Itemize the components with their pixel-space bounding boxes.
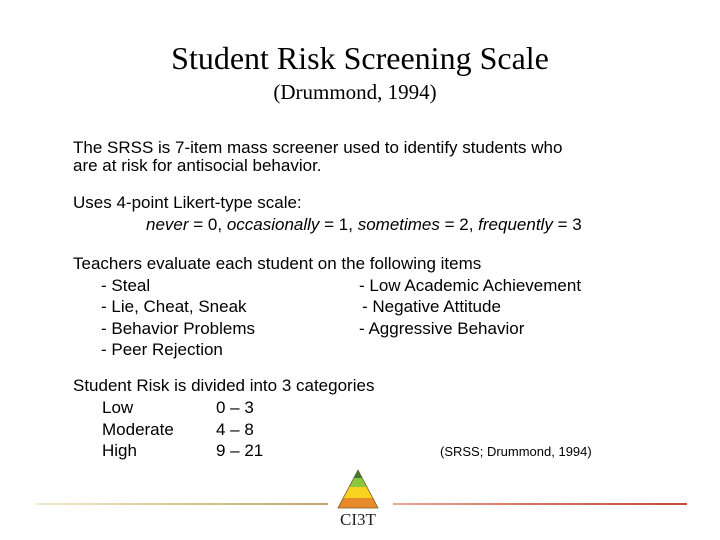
category-range-low: 0 – 3 xyxy=(216,398,254,417)
scale-term-2: sometimes xyxy=(357,215,440,234)
item-right-0: - Low Academic Achievement xyxy=(359,276,582,295)
scale-value-1: = 1, xyxy=(319,215,358,234)
footer-rule-left xyxy=(36,503,328,505)
triangle-logo-icon xyxy=(332,468,384,512)
citation: (SRSS; Drummond, 1994) xyxy=(440,444,592,459)
categories-heading: Student Risk is divided into 3 categories xyxy=(73,376,375,395)
item-right-2: - Aggressive Behavior xyxy=(359,319,525,338)
slide-subtitle: (Drummond, 1994) xyxy=(273,80,437,104)
scale-value-0: = 0, xyxy=(188,215,227,234)
item-right-1: - Negative Attitude xyxy=(362,297,501,316)
intro-line-2: are at risk for antisocial behavior. xyxy=(73,156,322,175)
scale-term-1: occasionally xyxy=(226,215,320,234)
logo-text: CI3T xyxy=(340,510,376,529)
intro-line-1: The SRSS is 7-item mass screener used to identify students who xyxy=(73,138,563,157)
item-left-0: - Steal xyxy=(101,276,151,295)
scale-value-3: = 3 xyxy=(552,215,582,234)
scale-value-2: = 2, xyxy=(439,215,479,234)
category-label-high: High xyxy=(102,441,137,460)
slide-title: Student Risk Screening Scale xyxy=(171,40,549,76)
footer-rule-right xyxy=(393,503,687,505)
category-range-moderate: 4 – 8 xyxy=(216,420,254,439)
scale-term-3: frequently xyxy=(478,215,553,234)
category-label-low: Low xyxy=(102,398,134,417)
scale-heading: Uses 4-point Likert-type scale: xyxy=(73,193,302,212)
intro-paragraph xyxy=(73,139,562,175)
item-left-2: - Behavior Problems xyxy=(101,319,256,338)
category-range-high: 9 – 21 xyxy=(216,441,264,460)
category-label-moderate: Moderate xyxy=(102,420,174,439)
item-left-3: - Peer Rejection xyxy=(101,340,223,359)
item-left-1: - Lie, Cheat, Sneak xyxy=(101,297,247,316)
items-heading: Teachers evaluate each student on the following items xyxy=(73,254,482,273)
scale-values xyxy=(146,214,582,235)
scale-term-0: never xyxy=(146,215,189,234)
ci3t-logo xyxy=(332,468,384,536)
